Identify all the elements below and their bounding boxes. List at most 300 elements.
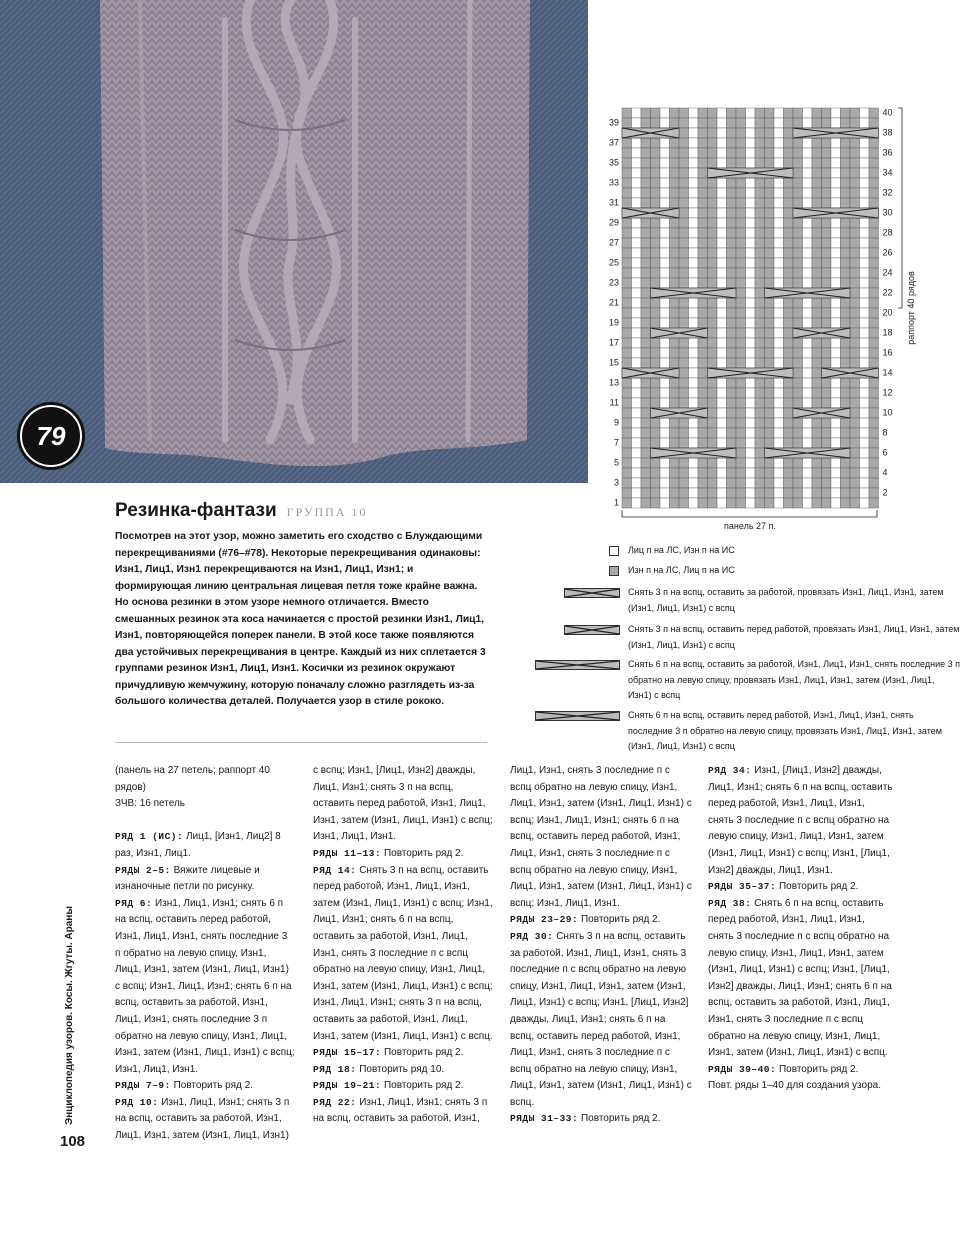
- chart-cell: [679, 198, 689, 208]
- row-label: РЯД 14:: [313, 864, 357, 876]
- chart-cell: [660, 268, 670, 278]
- chart-cell: [822, 248, 832, 258]
- chart-cell: [746, 408, 756, 418]
- chart-cell: [841, 148, 851, 158]
- chart-cell: [812, 118, 822, 128]
- chart-cell: [670, 348, 680, 358]
- chart-cell: [765, 498, 775, 508]
- chart-cell: [793, 468, 803, 478]
- chart-cell: [679, 368, 689, 378]
- chart-cell: [708, 178, 718, 188]
- chart-cell: [841, 378, 851, 388]
- chart-cell: [774, 418, 784, 428]
- chart-cell: [765, 458, 775, 468]
- chart-cell: [670, 468, 680, 478]
- row-number-left: 31: [608, 197, 619, 208]
- chart-cell: [708, 418, 718, 428]
- chart-cell: [831, 388, 841, 398]
- chart-cell: [632, 228, 642, 238]
- chart-cell: [689, 148, 699, 158]
- legend-text: Снять 6 п на вспц, оставить перед работой, Изн1, Лиц1, Изн1, снять последние 3 п обратно на левую спицу, провязать Изн1, Лиц1, Изн1, затем (Изн1, Лиц1, Изн1) с вспц: [628, 710, 942, 751]
- chart-cell: [860, 448, 870, 458]
- instruction-paragraph: [313, 863, 493, 1046]
- chart-cell: [850, 408, 860, 418]
- chart-cell: [869, 178, 879, 188]
- chart-cell: [831, 278, 841, 288]
- chart-cell: [755, 188, 765, 198]
- chart-cell: [860, 408, 870, 418]
- chart-cell: [746, 468, 756, 478]
- panel-bracket: [622, 510, 877, 517]
- chart-cell: [784, 498, 794, 508]
- instruction-paragraph: [313, 846, 493, 863]
- chart-cell: [689, 218, 699, 228]
- chart-cell: [622, 218, 632, 228]
- chart-cell: [670, 148, 680, 158]
- chart-cell: [746, 328, 756, 338]
- pattern-intro: Посмотрев на этот узор, можно заметить его сходство с Блуждающими перекрещиваниями (#76–#78). Некоторые перекрещивания одинаковы: Изн1, Лиц1, Изн1 перекрещиваются на Изн1, Лиц1, Изн1; и формирующая линию центральная лицевая петля тоже крайне важна. Но основа резинки в этом узоре немного отличается. Вместо смешанных резинок эта коса начинается с простой резинки Изн1, Лиц1, Изн1, повторяющейся поперек панели. В этой косе также появляются два устойчивых перекрещивания в центре. Каждый из них сплетается 3 группами резинок Изн1, Лиц1, Изн1. Косички из резинок окружают причудливую жемчужину, которую поначалу сложно разглядеть из-за большого количества деталей. Получается узор в стиле рококо.: [115, 531, 486, 707]
- chart-cell: [803, 278, 813, 288]
- chart-cell: [698, 358, 708, 368]
- chart-cell: [774, 278, 784, 288]
- chart-cell: [774, 478, 784, 488]
- instruction-paragraph: [115, 763, 295, 796]
- chart-cell: [765, 278, 775, 288]
- chart-cell: [869, 338, 879, 348]
- instruction-paragraph: [313, 1045, 493, 1062]
- chart-cell: [784, 278, 794, 288]
- chart-cell: [708, 108, 718, 118]
- chart-cell: [736, 288, 746, 298]
- chart-cell: [622, 318, 632, 328]
- instruction-paragraph: [313, 763, 493, 846]
- chart-cell: [869, 148, 879, 158]
- chart-cell: [774, 198, 784, 208]
- chart-cell: [679, 338, 689, 348]
- chart-cell: [746, 118, 756, 128]
- chart-cell: [831, 138, 841, 148]
- chart-cell: [755, 398, 765, 408]
- legend-text: Снять 6 п на вспц, оставить за работой, Изн1, Лиц1, Изн1, снять последние 3 п обратно на левую спицу, провязать Изн1, Лиц1, Изн1, затем (Изн1, Лиц1, Изн1) с вспц: [628, 659, 960, 700]
- chart-cell: [670, 428, 680, 438]
- chart-cell: [774, 258, 784, 268]
- chart-cell: [641, 308, 651, 318]
- chart-cell: [632, 108, 642, 118]
- chart-cell: [831, 458, 841, 468]
- chart-cell: [803, 318, 813, 328]
- chart-cell: [632, 188, 642, 198]
- chart-cell: [679, 318, 689, 328]
- chart-cell: [784, 268, 794, 278]
- chart-cell: [746, 388, 756, 398]
- chart-cell: [803, 138, 813, 148]
- chart-cell: [622, 298, 632, 308]
- row-label: РЯДЫ 15–17:: [313, 1047, 382, 1059]
- chart-cell: [784, 388, 794, 398]
- chart-cell: [803, 218, 813, 228]
- chart-cell: [641, 438, 651, 448]
- chart-cell: [622, 278, 632, 288]
- chart-cell: [651, 218, 661, 228]
- chart-cell: [632, 248, 642, 258]
- chart-cell: [727, 298, 737, 308]
- row-number-right: 40: [882, 107, 893, 118]
- chart-cell: [622, 398, 632, 408]
- row-text: ЗЧВ: 16 петель: [115, 798, 185, 810]
- chart-cell: [765, 398, 775, 408]
- chart-cell: [784, 358, 794, 368]
- chart-cell: [679, 428, 689, 438]
- chart-cell: [651, 118, 661, 128]
- chart-cell: [841, 228, 851, 238]
- chart-cell: [632, 258, 642, 268]
- chart-cell: [793, 348, 803, 358]
- chart-cell: [793, 418, 803, 428]
- row-text: Повторить ряд 2.: [381, 1080, 464, 1092]
- instruction-paragraph: [510, 763, 692, 912]
- chart-cell: [622, 238, 632, 248]
- chart-cell: [641, 218, 651, 228]
- chart-cell: [708, 228, 718, 238]
- chart-cell: [755, 488, 765, 498]
- chart-cell: [869, 388, 879, 398]
- chart-cell: [698, 268, 708, 278]
- row-label: РЯД 10:: [115, 1096, 159, 1108]
- chart-cell: [670, 498, 680, 508]
- chart-cell: [641, 118, 651, 128]
- chart-cell: [803, 468, 813, 478]
- chart-cell: [717, 488, 727, 498]
- chart-cell: [670, 458, 680, 468]
- chart-cell: [727, 238, 737, 248]
- instruction-paragraph: [708, 879, 893, 896]
- chart-cell: [651, 478, 661, 488]
- chart-cell: [698, 478, 708, 488]
- chart-cell: [641, 298, 651, 308]
- chart-cell: [755, 458, 765, 468]
- row-text: Снять 6 п на вспц, оставить перед работой, Изн1, Лиц1, Изн1, снять 3 последние п с вспц обратно на левую спицу, Изн1, Лиц1, Изн1, затем (Изн1, Лиц1, Изн1) с вспц; Изн1, [Лиц1, Изн2] дважды, Лиц1, Изн1; снять 6 п на вспц, оставить за работой, Изн1, Лиц1, Изн1, снять 3 последние п с вспц обратно на левую спицу, Изн1, Лиц1, Изн1, затем (Изн1, Лиц1, Изн1) с вспц.: [708, 897, 892, 1059]
- row-number-left: 27: [608, 237, 619, 248]
- chart-cell: [746, 208, 756, 218]
- chart-cell: [717, 438, 727, 448]
- chart-cell: [812, 368, 822, 378]
- chart-cell: [641, 348, 651, 358]
- chart-cell: [622, 228, 632, 238]
- chart-cell: [641, 108, 651, 118]
- chart-cell: [774, 348, 784, 358]
- chart-cell: [622, 448, 632, 458]
- chart-cell: [622, 178, 632, 188]
- chart-cell: [727, 258, 737, 268]
- chart-cell: [765, 128, 775, 138]
- chart-cell: [841, 498, 851, 508]
- chart-cell: [651, 168, 661, 178]
- chart-cell: [746, 348, 756, 358]
- row-text: [115, 815, 118, 826]
- chart-cell: [793, 138, 803, 148]
- chart-cell: [860, 328, 870, 338]
- chart-cell: [822, 308, 832, 318]
- chart-cell: [698, 308, 708, 318]
- chart-cell: [622, 418, 632, 428]
- chart-cell: [812, 178, 822, 188]
- row-text: Повторить ряд 2.: [381, 847, 464, 859]
- chart-cell: [641, 138, 651, 148]
- chart-cell: [822, 258, 832, 268]
- chart-cell: [860, 118, 870, 128]
- chart-cell: [679, 258, 689, 268]
- row-number-right: 36: [882, 147, 893, 158]
- chart-cell: [717, 228, 727, 238]
- chart-cell: [660, 338, 670, 348]
- chart-cell: [698, 208, 708, 218]
- chart-cell: [641, 258, 651, 268]
- chart-cell: [803, 118, 813, 128]
- chart-cell: [679, 458, 689, 468]
- chart-cell: [698, 338, 708, 348]
- chart-cell: [774, 428, 784, 438]
- chart-cell: [755, 378, 765, 388]
- chart-cell: [689, 338, 699, 348]
- chart-cell: [793, 498, 803, 508]
- chart-cell: [784, 228, 794, 238]
- chart-cell: [736, 418, 746, 428]
- chart-cell: [860, 298, 870, 308]
- chart-cell: [736, 268, 746, 278]
- row-label: РЯДЫ 19–21:: [313, 1080, 382, 1092]
- chart-cell: [860, 268, 870, 278]
- chart-cell: [698, 198, 708, 208]
- row-number-right: 28: [882, 227, 893, 238]
- chart-cell: [841, 298, 851, 308]
- chart-cell: [841, 118, 851, 128]
- chart-cell: [660, 358, 670, 368]
- chart-cell: [679, 398, 689, 408]
- chart-cell: [812, 438, 822, 448]
- row-number-right: 30: [882, 207, 893, 218]
- chart-cell: [708, 158, 718, 168]
- chart-cell: [850, 298, 860, 308]
- chart-cell: [736, 308, 746, 318]
- chart-cell: [727, 488, 737, 498]
- chart-cell: [698, 238, 708, 248]
- chart-cell: [841, 358, 851, 368]
- chart-cell: [632, 478, 642, 488]
- chart-cell: [822, 358, 832, 368]
- chart-cell: [850, 238, 860, 248]
- chart-cell: [736, 108, 746, 118]
- chart-cell: [651, 138, 661, 148]
- chart-cell: [774, 108, 784, 118]
- chart-cell: [831, 188, 841, 198]
- row-number-right: 20: [882, 307, 893, 318]
- chart-cell: [793, 298, 803, 308]
- chart-cell: [765, 318, 775, 328]
- chart-cell: [717, 458, 727, 468]
- row-text: (панель на 27 петель; раппорт 40 рядов): [115, 765, 270, 793]
- chart-cell: [869, 248, 879, 258]
- chart-cell: [727, 118, 737, 128]
- chart-cell: [812, 228, 822, 238]
- chart-cell: [831, 398, 841, 408]
- chart-cell: [803, 308, 813, 318]
- chart-cell: [774, 228, 784, 238]
- chart-cell: [727, 478, 737, 488]
- chart-cell: [850, 158, 860, 168]
- row-number-left: 9: [613, 417, 619, 428]
- chart-cell: [727, 338, 737, 348]
- chart-cell: [841, 418, 851, 428]
- chart-cell: [860, 358, 870, 368]
- chart-cell: [736, 438, 746, 448]
- chart-cell: [746, 188, 756, 198]
- chart-cell: [841, 348, 851, 358]
- chart-cell: [660, 398, 670, 408]
- chart-cell: [784, 308, 794, 318]
- chart-cell: [812, 488, 822, 498]
- chart-cell: [746, 138, 756, 148]
- chart-cell: [660, 218, 670, 228]
- chart-cell: [869, 168, 879, 178]
- chart-cell: [708, 128, 718, 138]
- chart-cell: [689, 468, 699, 478]
- chart-cell: [803, 238, 813, 248]
- chart-cell: [708, 388, 718, 398]
- chart-cell: [841, 158, 851, 168]
- chart-cell: [755, 388, 765, 398]
- chart-cell: [812, 278, 822, 288]
- chart-cell: [708, 468, 718, 478]
- chart-cell: [689, 238, 699, 248]
- chart-cell: [755, 438, 765, 448]
- chart-cell: [708, 238, 718, 248]
- chart-cell: [736, 218, 746, 228]
- row-number-left: 11: [609, 397, 619, 408]
- chart-cell: [727, 388, 737, 398]
- chart-cell: [869, 358, 879, 368]
- chart-cell: [689, 478, 699, 488]
- chart-cell: [708, 268, 718, 278]
- chart-cell: [860, 238, 870, 248]
- chart-cell: [841, 238, 851, 248]
- chart-cell: [651, 268, 661, 278]
- chart-cell: [622, 388, 632, 398]
- chart-cell: [622, 488, 632, 498]
- row-number-right: 8: [882, 427, 888, 438]
- chart-cell: [793, 228, 803, 238]
- chart-cell: [784, 118, 794, 128]
- chart-cell: [717, 178, 727, 188]
- chart-cell: [746, 458, 756, 468]
- row-number-right: 26: [882, 247, 893, 258]
- chart-cell: [765, 348, 775, 358]
- instruction-paragraph: [708, 1062, 893, 1079]
- chart-cell: [869, 158, 879, 168]
- chart-cell: [670, 248, 680, 258]
- chart-cell: [774, 328, 784, 338]
- chart-cell: [689, 208, 699, 218]
- chart-cell: [708, 338, 718, 348]
- chart-cell: [869, 188, 879, 198]
- chart-cell: [746, 148, 756, 158]
- chart-cell: [831, 318, 841, 328]
- chart-cell: [727, 158, 737, 168]
- chart-cell: [784, 248, 794, 258]
- chart-cell: [850, 308, 860, 318]
- row-number-right: 14: [882, 367, 893, 378]
- chart-cell: [698, 108, 708, 118]
- chart-cell: [822, 138, 832, 148]
- chart-cell: [660, 108, 670, 118]
- chart-cell: [641, 278, 651, 288]
- chart-cell: [822, 478, 832, 488]
- chart-cell: [755, 108, 765, 118]
- chart-cell: [765, 358, 775, 368]
- chart-cell: [822, 148, 832, 158]
- chart-cell: [670, 388, 680, 398]
- chart-cell: [812, 258, 822, 268]
- row-text: Изн1, [Лиц1, Изн2] дважды, Лиц1, Изн1; снять 6 п на вспц, оставить перед работой, Изн1, Лиц1, Изн1, снять 3 последние п с вспц обратно на левую спицу, Изн1, Лиц1, Изн1, затем (Изн1, Лиц1, Изн1) с вспц; Изн1, [Лиц1, Изн2] дважды, Лиц1, Изн1.: [708, 765, 893, 876]
- chart-cell: [831, 298, 841, 308]
- chart-cell: [774, 398, 784, 408]
- chart-cell: [689, 168, 699, 178]
- chart-cell: [860, 188, 870, 198]
- chart-cell: [831, 198, 841, 208]
- chart-cell: [746, 218, 756, 228]
- chart-cell: [812, 238, 822, 248]
- chart-cell: [651, 258, 661, 268]
- chart-cell: [736, 488, 746, 498]
- chart-cell: [632, 218, 642, 228]
- chart-cell: [670, 218, 680, 228]
- chart-cell: [850, 268, 860, 278]
- chart-cell: [774, 408, 784, 418]
- chart-cell: [641, 498, 651, 508]
- row-text: Повторить ряд 2.: [776, 881, 859, 893]
- row-labels-left: [609, 118, 619, 508]
- cross-6-front-icon: [535, 711, 620, 721]
- chart-cell: [698, 178, 708, 188]
- chart-cell: [689, 378, 699, 388]
- chart-cell: [774, 308, 784, 318]
- chart-cell: [679, 138, 689, 148]
- chart-cell: [622, 118, 632, 128]
- chart-cell: [641, 418, 651, 428]
- chart-cell: [622, 328, 632, 338]
- chart-cell: [755, 448, 765, 458]
- chart-cell: [679, 498, 689, 508]
- chart-cell: [641, 338, 651, 348]
- row-text: Лиц1, Изн1, снять 3 последние п с вспц обратно на левую спицу, Изн1, Лиц1, Изн1, затем (Изн1, Лиц1, Изн1) с вспц; Изн1, Лиц1, Изн1; снять 6 п на вспц, оставить перед работой, Изн1, Лиц1, Изн1, снять 3 последние п с вспц обратно на левую спицу, Изн1, Лиц1, Изн1, затем (Изн1, Лиц1, Изн1) с вспц; Изн1, Лиц1, Изн1.: [510, 765, 692, 909]
- chart-cell: [784, 458, 794, 468]
- chart-cell: [774, 388, 784, 398]
- chart-cell: [746, 438, 756, 448]
- chart-cell: [641, 198, 651, 208]
- chart-cell: [698, 398, 708, 408]
- chart-cell: [841, 278, 851, 288]
- chart-cell: [860, 158, 870, 168]
- chart-cell: [803, 258, 813, 268]
- chart-cell: [689, 108, 699, 118]
- chart-cell: [689, 128, 699, 138]
- chart-cell: [670, 108, 680, 118]
- chart-cell: [755, 258, 765, 268]
- chart-cell: [765, 148, 775, 158]
- chart-cell: [736, 338, 746, 348]
- chart-cell: [850, 138, 860, 148]
- chart-cell: [822, 108, 832, 118]
- chart-cell: [831, 348, 841, 358]
